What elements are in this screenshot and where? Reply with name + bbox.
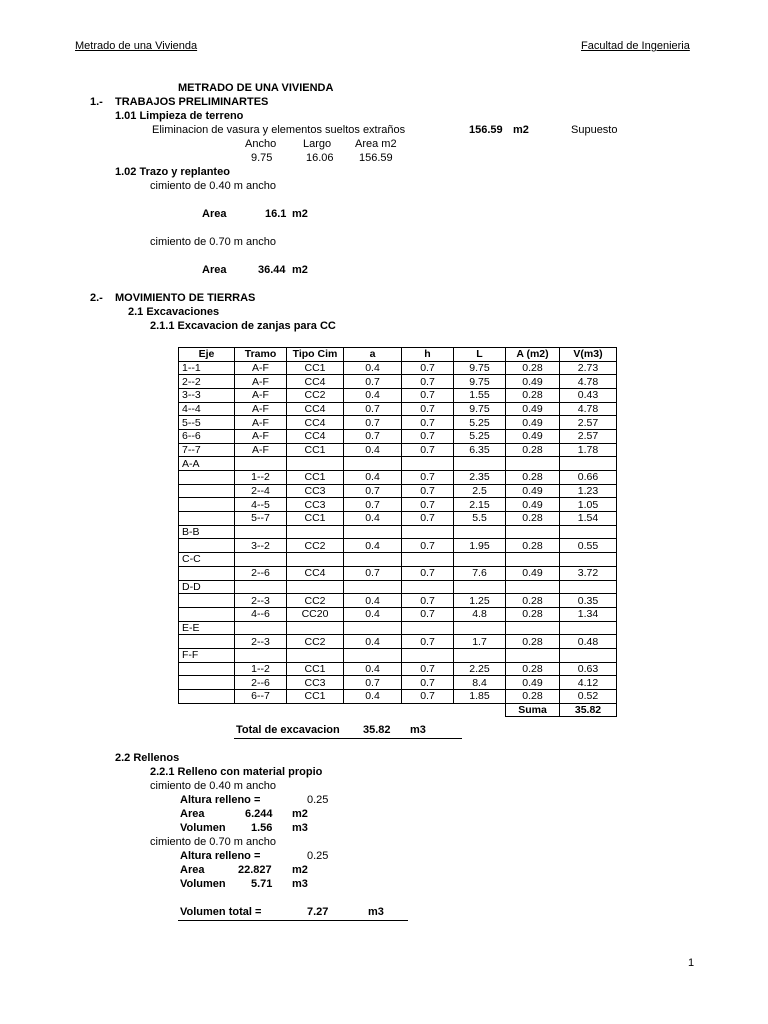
relleno-1-volume-label: Volumen [180,822,226,834]
section-102-title: 1.02 Trazo y replanteo [115,166,230,178]
cell-a: 0.4 [344,690,402,704]
relleno-2-volume-unit: m3 [292,878,308,890]
cell-eje: E-E [179,621,235,635]
cell-l [454,621,506,635]
cell-l: 1.85 [454,690,506,704]
table-row [179,553,617,567]
section-101-value: 156.59 [469,124,503,136]
table-row [179,429,617,443]
cell-area [506,580,560,594]
cell-h: 0.7 [402,607,454,621]
relleno-1-volume-value: 1.56 [251,822,273,834]
section-101-unit: m2 [513,124,529,136]
section-2-number: 2.- [90,292,103,304]
value-ancho: 9.75 [251,152,273,164]
cell-a: 0.7 [344,566,402,580]
cell-volume: 1.54 [560,512,617,526]
col-header-tipo-cim: Tipo Cim [287,348,344,362]
cell-a: 0.4 [344,539,402,553]
label-largo: Largo [303,138,332,150]
total-excavation-label: Total de excavacion [236,724,340,736]
cell-eje: B-B [179,525,235,539]
excavation-table [178,347,617,717]
table-row [179,566,617,580]
label-ancho: Ancho [245,138,277,150]
cell-a: 0.4 [344,471,402,485]
cell-l: 2.25 [454,662,506,676]
cell-a [344,580,402,594]
relleno-2-area-value: 22.827 [238,864,272,876]
section-101-title: 1.01 Limpieza de terreno [115,110,244,122]
cell-h [402,457,454,471]
cell-volume: 0.66 [560,471,617,485]
area-label-2: Area [202,264,227,276]
table-sum-row [179,703,617,717]
cell-eje: 6--6 [179,429,235,443]
cell-tipo-cim [287,525,344,539]
cell-tramo: 1--2 [235,662,287,676]
table-row [179,484,617,498]
cell-h: 0.7 [402,662,454,676]
cell-tramo: 4--5 [235,498,287,512]
relleno-2-area-label: Area [180,864,205,876]
cell-tramo [235,553,287,567]
cell-a [344,525,402,539]
cell-l: 1.7 [454,635,506,649]
table-row [179,471,617,485]
cell-tipo-cim: CC1 [287,361,344,375]
cell-area: 0.28 [506,594,560,608]
relleno-cimiento-070: cimiento de 0.70 m ancho [150,836,276,848]
cell-h: 0.7 [402,676,454,690]
cell-l: 1.25 [454,594,506,608]
table-row [179,580,617,594]
table-row [179,690,617,704]
cell-volume [560,580,617,594]
total-excavation-value: 35.82 [363,724,391,736]
relleno-1-volume-unit: m3 [292,822,308,834]
cell-h [402,525,454,539]
cell-tipo-cim: CC4 [287,416,344,430]
table-row [179,539,617,553]
cell-tipo-cim [287,648,344,662]
cell-eje [179,635,235,649]
cell-h: 0.7 [402,471,454,485]
cell-eje [179,662,235,676]
cell-tramo: 2--6 [235,676,287,690]
cell-area: 0.49 [506,429,560,443]
cell-volume: 1.05 [560,498,617,512]
cell-volume: 3.72 [560,566,617,580]
table-row [179,594,617,608]
cell-a [344,553,402,567]
cell-a: 0.4 [344,607,402,621]
cell-volume: 0.43 [560,388,617,402]
cell-eje [179,607,235,621]
cell-area: 0.28 [506,539,560,553]
cell-volume: 2.73 [560,361,617,375]
cell-l: 9.75 [454,375,506,389]
cell-area [506,621,560,635]
cell-tipo-cim: CC3 [287,484,344,498]
cell-l: 9.75 [454,361,506,375]
cell-area: 0.28 [506,388,560,402]
cell-area: 0.28 [506,690,560,704]
cell-area: 0.49 [506,484,560,498]
cell-l [454,580,506,594]
table-row [179,416,617,430]
cell-tramo: 2--4 [235,484,287,498]
header-left: Metrado de una Vivienda [75,40,198,52]
cell-h: 0.7 [402,375,454,389]
cell-h [402,553,454,567]
cell-eje: C-C [179,553,235,567]
area-unit-1: m2 [292,208,308,220]
cell-l: 5.25 [454,416,506,430]
col-header-tramo: Tramo [235,348,287,362]
cell-volume [560,648,617,662]
table-row [179,375,617,389]
cell-l: 5.5 [454,512,506,526]
table-row [179,607,617,621]
cell-tramo: 3--2 [235,539,287,553]
cell-tramo [235,580,287,594]
cell-h: 0.7 [402,388,454,402]
cell-volume: 2.57 [560,416,617,430]
cell-area [506,648,560,662]
cell-eje: 1--1 [179,361,235,375]
page-number: 1 [688,957,695,969]
area-unit-2: m2 [292,264,308,276]
cell-area: 0.49 [506,402,560,416]
volume-total-label: Volumen total = [180,906,262,918]
cell-volume [560,621,617,635]
cell-volume: 0.48 [560,635,617,649]
cell-eje: 7--7 [179,443,235,457]
section-2-title: MOVIMIENTO DE TIERRAS [115,292,256,304]
cell-tramo: 2--3 [235,635,287,649]
cell-area [506,553,560,567]
cell-volume [560,457,617,471]
cell-tipo-cim: CC4 [287,402,344,416]
cell-tipo-cim: CC4 [287,429,344,443]
cell-l: 2.15 [454,498,506,512]
col-header-area: A (m2) [506,348,560,362]
cell-tramo [235,525,287,539]
value-area: 156.59 [359,152,393,164]
cell-eje: 4--4 [179,402,235,416]
cell-tramo: 4--6 [235,607,287,621]
cell-area: 0.28 [506,361,560,375]
cell-eje: 5--5 [179,416,235,430]
section-1-number: 1.- [90,96,103,108]
cell-tramo: 1--2 [235,471,287,485]
relleno-1-area-value: 6.244 [245,808,273,820]
table-row [179,621,617,635]
cell-tipo-cim: CC1 [287,512,344,526]
cell-volume [560,553,617,567]
cell-h: 0.7 [402,484,454,498]
col-header-h: h [402,348,454,362]
cell-tipo-cim: CC3 [287,498,344,512]
cell-a: 0.7 [344,416,402,430]
cell-tipo-cim: CC2 [287,388,344,402]
cell-eje [179,471,235,485]
table-row [179,676,617,690]
cell-a: 0.7 [344,375,402,389]
cell-h: 0.7 [402,361,454,375]
cimiento-070-label: cimiento de 0.70 m ancho [150,236,276,248]
cell-area: 0.28 [506,607,560,621]
cell-volume: 1.23 [560,484,617,498]
cell-tramo: 2--6 [235,566,287,580]
cell-tramo: A-F [235,361,287,375]
cell-tipo-cim [287,553,344,567]
cell-a [344,621,402,635]
cell-volume: 1.34 [560,607,617,621]
col-header-eje: Eje [179,348,235,362]
cell-area: 0.49 [506,566,560,580]
cell-l [454,525,506,539]
cell-volume [560,525,617,539]
header-right: Facultad de Ingenieria [581,40,690,52]
cell-l: 2.35 [454,471,506,485]
cell-area: 0.49 [506,416,560,430]
cell-volume: 4.78 [560,375,617,389]
cell-eje [179,498,235,512]
cell-a: 0.7 [344,498,402,512]
cell-l [454,648,506,662]
cell-tipo-cim: CC1 [287,471,344,485]
cell-area: 0.49 [506,676,560,690]
cell-l: 4.8 [454,607,506,621]
area-value-2: 36.44 [258,264,286,276]
cell-a: 0.4 [344,443,402,457]
cell-tramo: A-F [235,416,287,430]
cell-area: 0.49 [506,375,560,389]
cell-l: 1.95 [454,539,506,553]
table-row [179,457,617,471]
cell-h [402,580,454,594]
relleno-2-volume-label: Volumen [180,878,226,890]
table-row [179,498,617,512]
relleno-2-altura-label: Altura relleno = [180,850,261,862]
cell-a [344,648,402,662]
col-header-l: L [454,348,506,362]
section-22-title: 2.2 Rellenos [115,752,180,764]
cell-tipo-cim: CC1 [287,443,344,457]
cell-a: 0.4 [344,662,402,676]
cell-tramo: 6--7 [235,690,287,704]
volume-total-underline [178,920,408,921]
cell-volume: 0.55 [560,539,617,553]
cell-tramo: 2--3 [235,594,287,608]
relleno-2-altura-value: 0.25 [307,850,329,862]
cell-area [506,457,560,471]
cell-volume: 2.57 [560,429,617,443]
cell-a: 0.7 [344,402,402,416]
volume-total-unit: m3 [368,906,384,918]
cell-eje: 2--2 [179,375,235,389]
cell-l [454,553,506,567]
cell-eje [179,690,235,704]
cell-area: 0.28 [506,443,560,457]
label-area-m2: Area m2 [355,138,397,150]
cell-volume: 0.63 [560,662,617,676]
sum-value: 35.82 [560,703,617,717]
col-header-volume: V(m3) [560,348,617,362]
cell-a: 0.7 [344,484,402,498]
table-row [179,443,617,457]
cell-tramo [235,648,287,662]
cell-h: 0.7 [402,594,454,608]
cell-l: 1.55 [454,388,506,402]
cell-eje: 3--3 [179,388,235,402]
cell-eje: A-A [179,457,235,471]
value-largo: 16.06 [306,152,334,164]
volume-total-value: 7.27 [307,906,329,918]
table-row [179,662,617,676]
cell-l [454,457,506,471]
cell-a: 0.4 [344,512,402,526]
cell-h [402,648,454,662]
cell-eje: D-D [179,580,235,594]
cell-tramo: 5--7 [235,512,287,526]
cell-h: 0.7 [402,566,454,580]
cell-tipo-cim: CC1 [287,690,344,704]
area-value-1: 16.1 [265,208,287,220]
cell-h: 0.7 [402,429,454,443]
cell-tipo-cim [287,580,344,594]
cell-tramo: A-F [235,443,287,457]
cell-a: 0.4 [344,388,402,402]
table-row [179,512,617,526]
section-21-title: 2.1 Excavaciones [128,306,220,318]
cell-h: 0.7 [402,402,454,416]
cell-volume: 0.35 [560,594,617,608]
relleno-1-altura-value: 0.25 [307,794,329,806]
cell-eje: F-F [179,648,235,662]
cell-tramo: A-F [235,388,287,402]
cell-h: 0.7 [402,443,454,457]
cell-area: 0.28 [506,512,560,526]
table-header-row [179,348,617,362]
cell-area: 0.28 [506,662,560,676]
cell-area: 0.28 [506,635,560,649]
cell-volume: 0.52 [560,690,617,704]
cell-eje [179,484,235,498]
relleno-1-area-label: Area [180,808,205,820]
table-row [179,402,617,416]
cell-h: 0.7 [402,635,454,649]
cell-eje [179,512,235,526]
table-row [179,525,617,539]
cell-area: 0.28 [506,471,560,485]
cimiento-040-label: cimiento de 0.40 m ancho [150,180,276,192]
section-101-description: Eliminacion de vasura y elementos sueltos extraños [152,124,406,136]
cell-a: 0.7 [344,676,402,690]
cell-tipo-cim [287,621,344,635]
cell-l: 7.6 [454,566,506,580]
cell-tramo: A-F [235,375,287,389]
cell-tramo [235,621,287,635]
cell-tipo-cim: CC3 [287,676,344,690]
cell-tramo: A-F [235,402,287,416]
relleno-2-volume-value: 5.71 [251,878,273,890]
cell-tipo-cim: CC4 [287,566,344,580]
table-row [179,361,617,375]
cell-a: 0.7 [344,429,402,443]
cell-volume: 1.78 [560,443,617,457]
cell-h: 0.7 [402,498,454,512]
cell-a: 0.4 [344,594,402,608]
cell-eje [179,594,235,608]
document-title: METRADO DE UNA VIVIENDA [178,82,334,94]
cell-area: 0.49 [506,498,560,512]
cell-h: 0.7 [402,690,454,704]
cell-l: 2.5 [454,484,506,498]
cell-volume: 4.12 [560,676,617,690]
cell-a: 0.4 [344,361,402,375]
cell-tipo-cim: CC2 [287,594,344,608]
relleno-1-altura-label: Altura relleno = [180,794,261,806]
table-row [179,635,617,649]
cell-tramo: A-F [235,429,287,443]
section-211-title: 2.1.1 Excavacion de zanjas para CC [150,320,336,332]
cell-eje [179,539,235,553]
cell-tramo [235,457,287,471]
cell-h [402,621,454,635]
table-row [179,648,617,662]
section-101-note: Supuesto [571,124,618,136]
relleno-2-area-unit: m2 [292,864,308,876]
cell-a [344,457,402,471]
area-label-1: Area [202,208,227,220]
cell-area [506,525,560,539]
total-excavation-unit: m3 [410,724,426,736]
cell-volume: 4.78 [560,402,617,416]
table-row [179,388,617,402]
cell-h: 0.7 [402,539,454,553]
total-excavation-underline [234,738,462,739]
sum-label: Suma [506,703,560,717]
cell-tipo-cim: CC2 [287,539,344,553]
cell-l: 8.4 [454,676,506,690]
col-header-a: a [344,348,402,362]
cell-tipo-cim: CC1 [287,662,344,676]
cell-eje [179,566,235,580]
cell-tipo-cim: CC20 [287,607,344,621]
cell-h: 0.7 [402,512,454,526]
relleno-1-area-unit: m2 [292,808,308,820]
cell-tipo-cim [287,457,344,471]
cell-eje [179,676,235,690]
cell-a: 0.4 [344,635,402,649]
cell-l: 5.25 [454,429,506,443]
cell-tipo-cim: CC2 [287,635,344,649]
section-1-title: TRABAJOS PRELIMINARTES [115,96,269,108]
cell-h: 0.7 [402,416,454,430]
section-221-title: 2.2.1 Relleno con material propio [150,766,323,778]
cell-l: 9.75 [454,402,506,416]
relleno-cimiento-040: cimiento de 0.40 m ancho [150,780,276,792]
cell-tipo-cim: CC4 [287,375,344,389]
cell-l: 6.35 [454,443,506,457]
